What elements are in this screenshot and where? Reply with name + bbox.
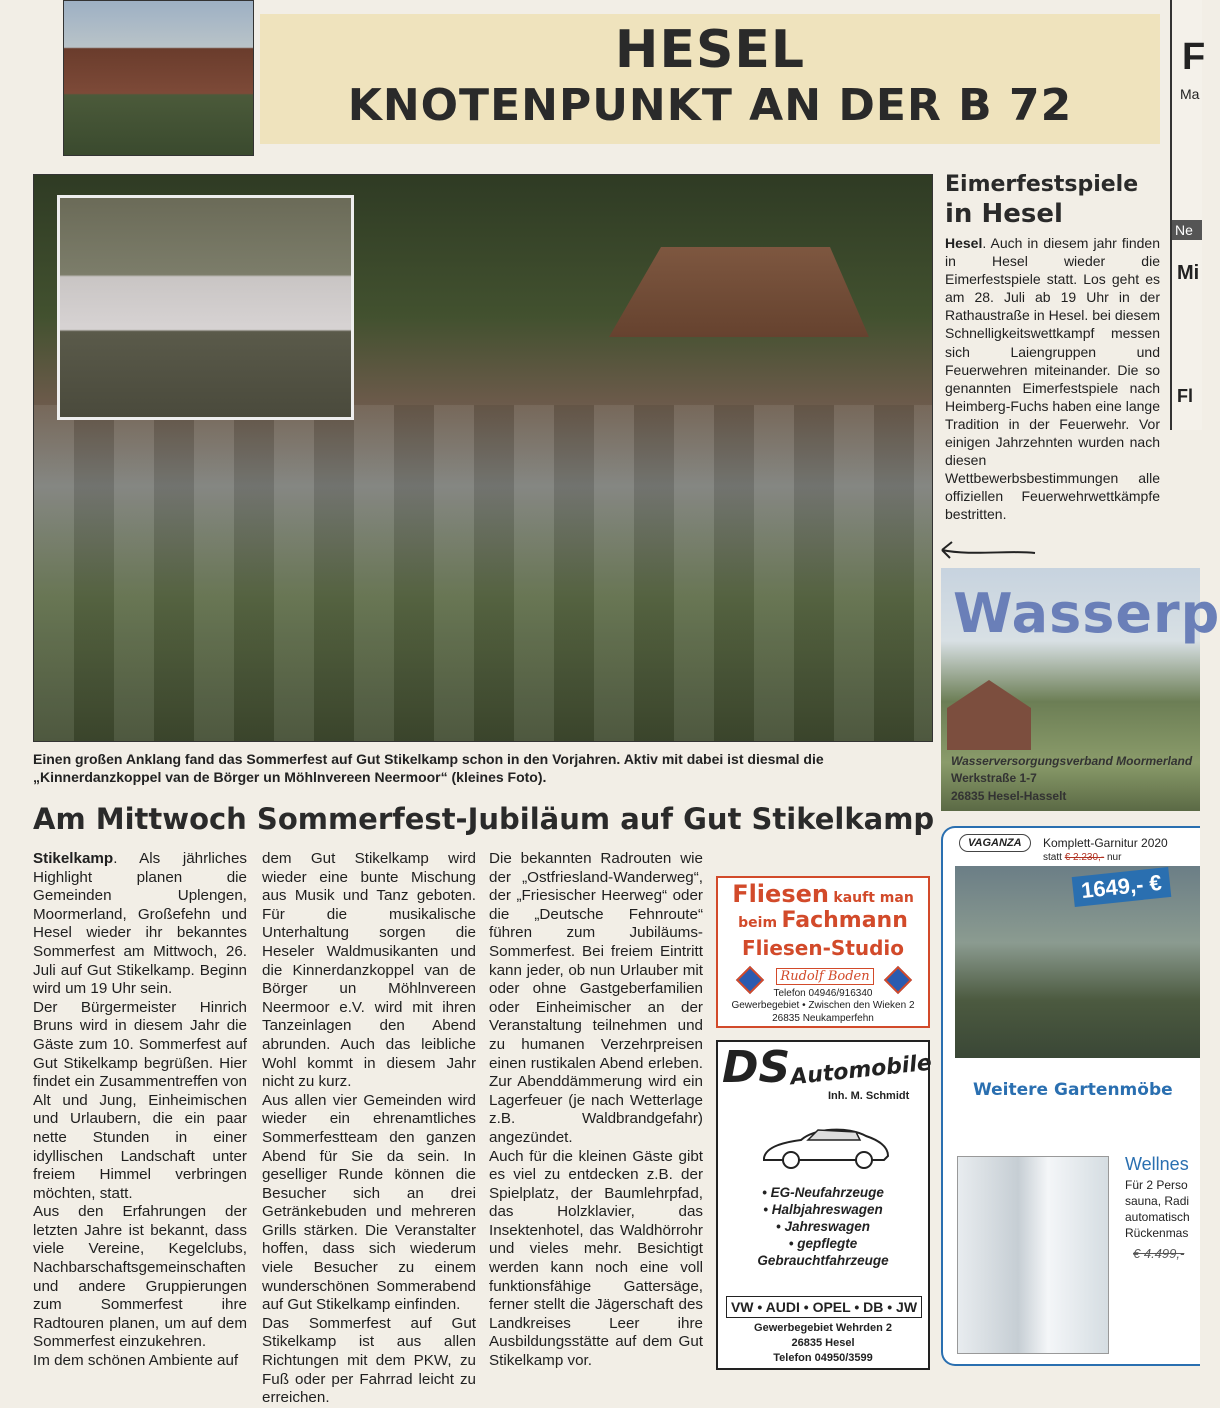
fliesen-city: 26835 Neukamperfehn xyxy=(772,1013,874,1024)
sidebar-text: . Auch in diesem jahr finden in Hesel wieder die Eimerfestspiele statt. Los geht es am 28. Juli ab 19 Uhr in der Rathaustraße in Hesel. bei diesem Schnelligkeitswettkampf messen sich Laiengruppen und Feuerwehren miteinander. Die so genannten Eimerfestspiele nach Heimberg-Fuchs haben eine lange Tradition in der Feuerwehr. Vor einigen Jahrzehnten wurden nach diesen Wettbewerbsbestimmungen alle offiziellen Feuerwehrwettkämpfe bestritten. xyxy=(945,235,1160,523)
photo-roof-shape xyxy=(609,247,869,337)
article-headline: Am Mittwoch Sommerfest-Jubiläum auf Gut Stikelkamp xyxy=(33,802,935,836)
fliesen-kauft: kauft man xyxy=(833,890,914,906)
ds-item: • EG-Neufahrzeuge xyxy=(762,1185,884,1200)
wellness-line: Rückenmas xyxy=(1125,1226,1189,1240)
edge-fragment-f: F xyxy=(1182,36,1206,78)
fliesen-ad xyxy=(716,876,930,1028)
fliesen-phone: Telefon 04946/916340 xyxy=(773,988,873,999)
article-column-3 xyxy=(489,850,703,1371)
masthead-title: HESEL xyxy=(614,20,806,80)
wellness-line: Für 2 Perso xyxy=(1125,1178,1188,1192)
col1-lead: Stikelkamp xyxy=(33,850,114,867)
shower-cabin-photo xyxy=(957,1156,1109,1354)
sidebar-headline-1: Eimerfestspiele xyxy=(945,172,1139,197)
wellness-title: Wellnes xyxy=(1125,1154,1189,1174)
car-icon xyxy=(756,1116,896,1176)
ds-item: Gebrauchtfahrzeuge xyxy=(757,1253,889,1268)
col2-para-2: Aus allen vier Gemeinden wird wieder ein ehrenamtliches Sommerfestteam den ganzen Abend für Sie da sein. In geselliger Runde können die Besucher sich an drei Getränkebuden und mehreren Grills stärken. Die Veranstalter hoffen, dass sich wiederum viele Besucher zu einem wunderschönen Sommerabend auf Gut Stikelkamp einfinden. xyxy=(262,1091,476,1314)
ds-automobile-ad xyxy=(716,1040,934,1370)
sidebar-headline-2: in Hesel xyxy=(945,199,1063,229)
ds-phone: Telefon 04950/3599 xyxy=(773,1352,873,1364)
vaganza-logo: VAGANZA xyxy=(959,834,1031,852)
wellness-old-price: € 4.499,- xyxy=(1133,1246,1185,1261)
fliesen-beim: beim xyxy=(738,915,778,931)
water-ad-title: Wasserp xyxy=(953,582,1220,645)
garden-old-price-line xyxy=(1043,852,1121,863)
fliesen-address: Gewerbegebiet • Zwischen den Wieken 2 xyxy=(731,1000,915,1011)
ds-address: Gewerbegebiet Wehrden 2 xyxy=(754,1322,892,1334)
wellness-line: automatisch xyxy=(1125,1210,1190,1224)
col1-para-2: Der Bürgermeister Hinrich Bruns wird in diesem Jahr die Gäste zum 10. Sommerfest auf Gut Stikelkamp begrüßen. Hier findet ein Zusammentreffen von Alt und Jung, Einheimischen und Urlaubern, die ein paar nette Stunden in einer idyllischen Landschaft unter freiem Himmel verbringen möchten, statt. xyxy=(33,998,247,1202)
ds-brands: VW • AUDI • OPEL • DB • JW xyxy=(726,1296,922,1318)
ds-items-list xyxy=(718,1184,928,1269)
col1-para-4: Im dem schönen Ambiente auf xyxy=(33,1352,239,1370)
edge-fragment-mi: Mi xyxy=(1177,262,1200,284)
garden-old-price: € 2.230,- xyxy=(1064,852,1105,863)
ds-item: • Halbjahreswagen xyxy=(763,1202,883,1217)
masthead-subtitle: KNOTENPUNKT AN DER B 72 xyxy=(347,80,1073,131)
article-column-1 xyxy=(33,850,247,1371)
garden-furniture-ad xyxy=(941,826,1200,1366)
col1-para-3: Aus den Erfahrungen der letzten Jahre ist bekannt, dass viele Vereine, Kegelclubs, Nachbarschaftsgemeinschaften und andere Gruppierungen zum Sommerfest ihre Radtouren planen, um auf dem Sommerfest einzukehren. xyxy=(33,1203,247,1351)
water-ad xyxy=(941,568,1220,811)
col1-para-1 xyxy=(33,850,247,999)
pointer-arrow-icon xyxy=(930,536,1040,566)
photo-caption: Einen großen Anklang fand das Sommerfest auf Gut Stikelkamp schon in den Vorjahren. Aktiv mit dabei ist diesmal die „Kinnerdanzkoppel van de Börger un Möhlnvereen Neermoor“ (kleines Foto). xyxy=(33,751,824,785)
ds-city: 26835 Hesel xyxy=(791,1337,855,1349)
article-column-2 xyxy=(262,850,476,1408)
edge-fragment-ma: Ma xyxy=(1180,86,1200,102)
sidebar-body xyxy=(945,234,1160,524)
garden-price-badge: 1649,- € xyxy=(1072,867,1171,907)
fliesen-fachmann: Fachmann xyxy=(781,908,908,933)
sidebar-article xyxy=(945,172,1160,524)
col2-para-1: dem Gut Stikelkamp wird wieder eine bunte Mischung aus Musik und Tanz geboten. Für die musikalische Unterhaltung sorgen die Heseler Waldmusikanten und die Kinnerdanzkoppel van de Börger un Möhlnvereen Neermoor e.V. wird mit ihren Tanzeinlagen den Abend abrunden. Auch das leibliche Wohl kommt in diesem Jahr nicht zu kurz. xyxy=(262,850,476,1091)
ds-logo-letters: DS xyxy=(722,1042,791,1093)
garden-offer: Komplett-Garnitur 2020 xyxy=(1043,836,1168,850)
masthead xyxy=(260,14,1160,144)
col2-para-3: Das Sommerfest auf Gut Stikelkamp ist aus allen Richtungen mit dem PKW, zu Fuß oder per Fahrrad leicht zu erreichen. xyxy=(262,1314,476,1407)
col3-para-2: Auch für die kleinen Gäste gibt es viel zu entdecken z.B. der Spielplatz, der Baumlehrpfad, das Holzklavier, das Insektenhotel, das Waldhörrohr und vieles mehr. Besichtigt werden kann noch eine voll funktionsfähige Gattersäge, ferner stellt die Jägerschaft des Landkreises Leer ihre Ausbildungsstätte auf dem Gut Stikelkamp vor. xyxy=(489,1147,703,1370)
col3-para-1: Die bekannten Radrouten wie der „Ostfriesland-Wanderweg“, der „Friesischer Heerweg“ oder die „Deutsche Fehnroute“ führen zum Jubiläums-Sommerfest. Bei freiem Eintritt kann jeder, ob nun Urlauber mit oder ohne Gastgeberfamilien oder Einheimischer an der Veranstaltung teilnehmen und zu humanen Verzehrpreisen einen rustikalen Abend erleben. Zur Abenddämmerung wird ein Lagerfeuer (je nach Wetterlage z.B. Waldbrandgefahr) angezündet. xyxy=(489,850,703,1146)
ds-owner: Inh. M. Schmidt xyxy=(828,1090,910,1102)
edge-fragment-fl: Fl xyxy=(1177,386,1193,406)
fliesen-ad-line-2 xyxy=(718,908,928,933)
house-photo xyxy=(63,0,254,156)
right-edge-column xyxy=(1170,0,1206,430)
water-ad-city: 26835 Hesel-Hasselt xyxy=(951,789,1067,803)
garden-more: Weitere Gartenmöbe xyxy=(973,1080,1173,1100)
water-ad-org: Wasserversorgungsverband Moormerland xyxy=(951,754,1193,768)
garden-nur: nur xyxy=(1106,852,1122,863)
fliesen-word: Fliesen xyxy=(732,880,829,908)
photo-crowd-shape xyxy=(34,405,932,741)
fliesen-brand: Fliesen-Studio xyxy=(741,936,905,960)
fliesen-owner: Rudolf Boden xyxy=(776,968,874,985)
ds-item: • gepflegte xyxy=(788,1236,858,1251)
garden-statt: statt xyxy=(1043,852,1062,863)
fliesen-ad-line-1 xyxy=(718,880,928,908)
water-ad-street: Werkstraße 1-7 xyxy=(951,771,1037,785)
ds-logo-name: Automobile xyxy=(789,1050,934,1091)
kids-dance-inset-photo xyxy=(57,195,354,420)
edge-fragment-ne: Ne xyxy=(1172,220,1202,240)
wellness-line: sauna, Radi xyxy=(1125,1194,1190,1208)
water-ad-house-shape xyxy=(947,680,1031,750)
sidebar-lead: Hesel xyxy=(945,235,983,251)
ds-item: • Jahreswagen xyxy=(775,1219,871,1234)
col1-text-1: . Als jährliches Highlight planen die Gemeinden Uplengen, Moormerland, Großefehn und Hesel wieder ihr bekanntes Sommerfest am Mittwoch, 26. Juli auf Gut Stikelkamp. Beginn wird um 19 Uhr sein. xyxy=(33,850,247,998)
